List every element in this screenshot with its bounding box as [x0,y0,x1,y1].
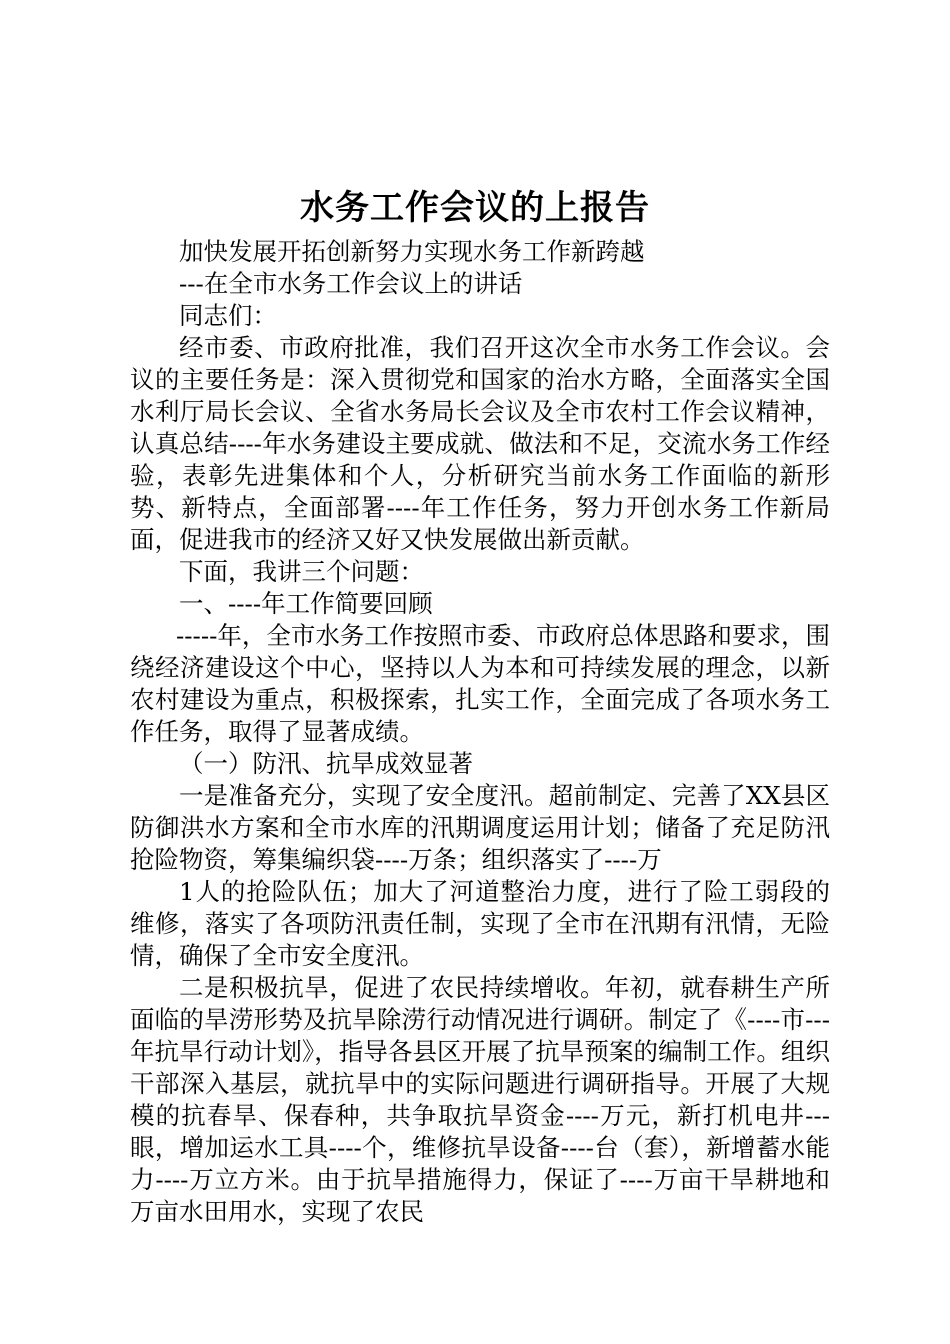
document-title: 水务工作会议的上报告 [300,188,650,228]
salutation: 同志们： [179,301,277,330]
speech-heading: 加快发展开拓创新努力实现水务工作新跨越 [179,237,645,266]
drought-relief-paragraph: 二是积极抗旱，促进了农民持续增收。年初，就春耕生产所面临的旱涝形势及抗旱除涝行动情况进行调研。制定了《----市---年抗旱行动计划》，指导各县区开展了抗旱预案的编制工作。组织干部深入基层，就抗旱中的实际问题进行调研指导。开展了大规模的抗春旱、保春种，共争取抗旱资金----万元，新打机电井---眼，增加运水工具----个，维修抗旱设备----台（套），新增蓄水能力----万立方米。由于抗旱措施得力，保证了----万亩干旱耕地和万亩水田用水，实现了农民 [130,973,830,1226]
opening-paragraph: 经市委、市政府批准，我们召开这次全市水务工作会议。会议的主要任务是：深入贯彻党和国家的治水方略，全面落实全国水利厅局长会议、全省水务局长会议及全市农村工作会议精神，认真总结----年水务建设主要成就、做法和不足，交流水务工作经验，表彰先进集体和个人，分析研究当前水务工作面临的新形势、新特点，全面部署----年工作任务，努力开创水务工作新局面，促进我市的经济又好又快发展做出新贡献。 [130,333,830,554]
review-paragraph: -----年，全市水务工作按照市委、市政府总体思路和要求，围绕经济建设这个中心，坚持以人为本和可持续发展的理念，以新农村建设为重点，积极探索，扎实工作，全面完成了各项水务工作任务，取得了显著成绩。 [130,621,830,746]
document-body [130,236,830,1228]
outline-intro: 下面，我讲三个问题： [179,557,424,586]
rescue-team-paragraph: 1人的抢险队伍；加大了河道整治力度，进行了险工弱段的维修，落实了各项防汛责任制，实现了全市在汛期有汛情，无险情，确保了全市安全度汛。 [130,877,830,970]
flood-prevention-paragraph: 一是准备充分，实现了安全度汛。超前制定、完善了XX县区防御洪水方案和全市水库的汛期调度运用计划；储备了充足防汛抢险物资，筹集编织袋----万条；组织落实了----万 [130,781,830,874]
subsection-heading-1: （一）防汛、抗旱成效显著 [179,749,473,778]
section-heading-1: 一、----年工作简要回顾 [179,589,433,618]
speech-subheading: ---在全市水务工作会议上的讲话 [179,269,523,298]
